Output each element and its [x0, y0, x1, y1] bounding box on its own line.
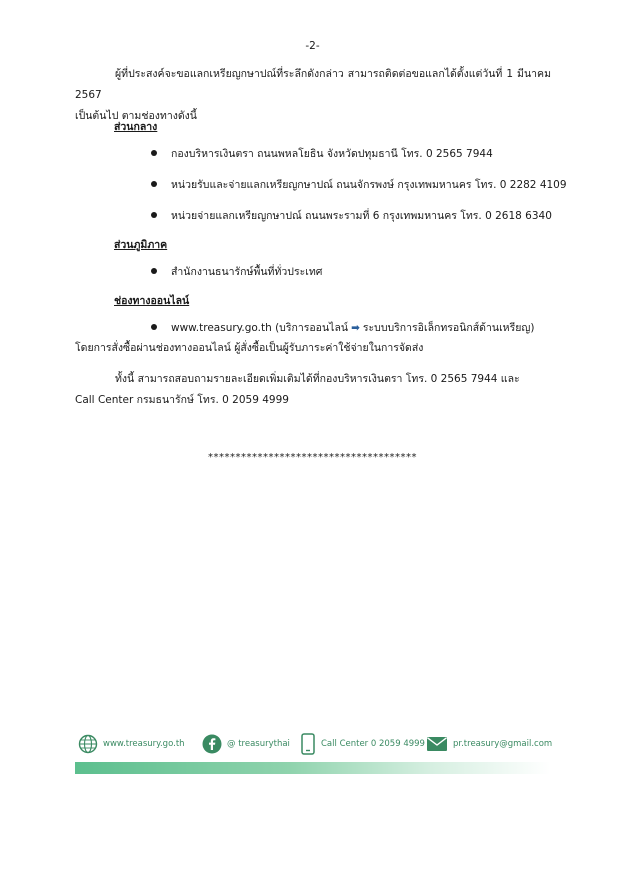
contact-line-2: Call Center กรมธนารักษ์ โทร. 0 2059 4999 — [75, 394, 289, 406]
footer-website-text: www.treasury.go.th — [103, 739, 185, 749]
footer-email-text: pr.treasury@gmail.com — [453, 739, 553, 749]
intro-line-2: เป็นต้นไป ตามช่องทางดังนี้ — [75, 110, 197, 122]
bullet-icon — [151, 324, 157, 330]
central-item-1-text: กองบริหารเงินตรา ถนนพหลโยธิน จังหวัดปทุมธานี โทร. 0 2565 7944 — [171, 148, 493, 160]
footer-call-center-text: Call Center 0 2059 4999 — [321, 739, 425, 749]
globe-icon — [78, 734, 98, 754]
central-item-3 — [151, 207, 552, 224]
regional-heading: ส่วนภูมิภาค — [114, 239, 168, 251]
footer-facebook[interactable] — [202, 731, 290, 757]
central-item-2 — [151, 176, 567, 193]
phone-icon — [300, 733, 316, 755]
contact-line-1: ทั้งนี้ สามารถสอบถามรายละเอียดเพิ่มเติมได้ที่กองบริหารเงินตรา โทร. 0 2565 7944 และ — [115, 373, 520, 385]
bullet-icon — [151, 268, 157, 274]
facebook-icon — [202, 734, 222, 754]
intro-line-1: ผู้ที่ประสงค์จะขอแลกเหรียญกษาปณ์ที่ระลึกดังกล่าว สามารถติดต่อขอแลกได้ตั้งแต่วันที่ 1 มีนาคม 2567 — [75, 68, 551, 101]
mail-icon — [426, 736, 448, 752]
bullet-icon — [151, 181, 157, 187]
online-continuation: โดยการสั่งซื้อผ่านช่องทางออนไลน์ ผู้สั่งซื้อเป็นผู้รับภาระค่าใช้จ่ายในการจัดส่ง — [75, 342, 424, 354]
central-item-3-text: หน่วยจ่ายแลกเหรียญกษาปณ์ ถนนพระรามที่ 6 กรุงเทพมหานคร โทร. 0 2618 6340 — [171, 210, 552, 222]
footer-call-center[interactable] — [300, 731, 425, 757]
online-heading: ช่องทางออนไลน์ — [114, 295, 190, 307]
online-item-service: ระบบบริการอิเล็กทรอนิกส์ด้านเหรียญ) — [362, 322, 535, 334]
footer-gradient-band — [75, 762, 550, 774]
regional-item-1 — [151, 263, 322, 280]
bullet-icon — [151, 212, 157, 218]
page-number: -2- — [305, 40, 320, 52]
online-item-link[interactable]: www.treasury.go.th (บริการออนไลน์ — [171, 322, 349, 334]
footer-website[interactable] — [78, 731, 185, 757]
contact-paragraph — [75, 369, 551, 411]
footer-facebook-text: @ treasurythai — [227, 739, 290, 749]
separator: ************************************** — [208, 452, 417, 463]
online-item — [151, 319, 534, 336]
central-item-2-text: หน่วยรับและจ่ายแลกเหรียญกษาปณ์ ถนนจักรพงษ์ กรุงเทพมหานคร โทร. 0 2282 4109 — [171, 179, 567, 191]
footer — [78, 731, 558, 757]
central-item-1 — [151, 145, 493, 162]
footer-email[interactable] — [426, 731, 552, 757]
central-heading: ส่วนกลาง — [114, 121, 158, 133]
regional-item-1-text: สำนักงานธนารักษ์พื้นที่ทั่วประเทศ — [171, 266, 323, 278]
right-arrow-icon: ➡ — [351, 322, 360, 334]
bullet-icon — [151, 150, 157, 156]
